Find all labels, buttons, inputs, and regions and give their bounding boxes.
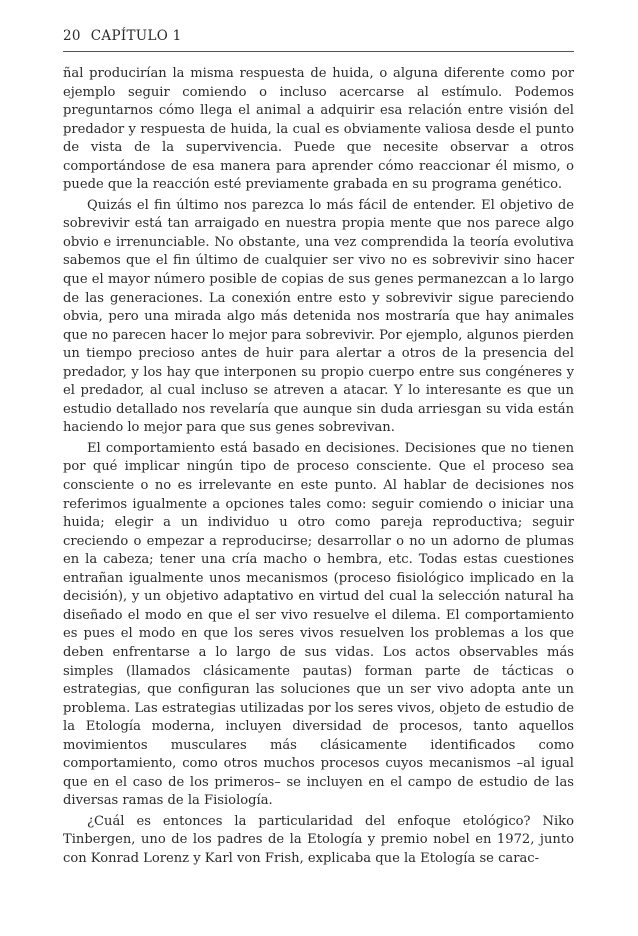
book-page [63, 28, 574, 869]
paragraph-1: ñal producirían la misma respuesta de huida, o alguna diferente como por ejemplo seguir comiendo o incluso acercarse al estímulo. Podemos preguntarnos cómo llega el animal a adquirir esa relación entre visión del predador y respuesta de huida, la cual es obviamente valiosa desde el punto de vista de la supervivencia. Puede que necesite observar a otros comportándose de esa manera para aprender cómo reaccionar él mismo, o puede que la reacción esté previamente grabada en su programa genético. [63, 66, 574, 193]
paragraph-3: El comportamiento está basado en decisiones. Decisiones que no tienen por qué implicar ningún tipo de proceso consciente. Que el proceso sea consciente o no es irrelevante en este punto. Al hablar de decisiones nos referimos igualmente a opciones tales como: seguir comiendo o iniciar una huida; elegir a un individuo u otro como pareja reproductiva; seguir creciendo o empezar a reproducirse; desarrollar o no un adorno de plumas en la cabeza; tener una cría macho o hembra, etc. Todas estas cuestiones entrañan igualmente unos mecanismos (proceso fisiológico implicado en la decisión), y un objetivo adaptativo en virtud del cual la selección natural ha diseñado el modo en que el ser vivo resuelve el dilema. El comportamiento es pues el modo en que los seres vivos resuelven los problemas a los que deben enfrentarse a lo largo de sus vidas. Los actos observables más simples (llamados clásicamente pautas) forman parte de tácticas o estrategias, que configuran las soluciones que un ser vivo adopta ante un problema. Las estrategias utilizadas por los seres vivos, objeto de estudio de la Etología moderna, incluyen diversidad de procesos, tanto aquellos movimientos musculares más clásicamente identificados como comportamiento, como otros muchos procesos cuyos mecanismos –al igual que en el caso de los primeros– se incluyen en el campo de estudio de las diversas ramas de la Fisiología. [63, 440, 574, 809]
running-header [63, 28, 574, 52]
chapter-title: CAPÍTULO 1 [90, 28, 182, 44]
paragraph-4: ¿Cuál es entonces la particularidad del enfoque etológico? Niko Tinbergen, uno de los padres de la Etología y premio nobel en 1972, junto con Konrad Lorenz y Karl von Frish, explicaba que la Etología se carac- [63, 813, 574, 866]
paragraph-2: Quizás el fin último nos parezca lo más fácil de entender. El objetivo de sobrevivir está tan arraigado en nuestra propia mente que nos parece algo obvio e irrenunciable. No obstante, una vez comprendida la teoría evolutiva sabemos que el fin último de cualquier ser vivo no es sobrevivir sino hacer que el mayor número posible de copias de sus genes permanezcan a lo largo de las generaciones. La conexión entre esto y sobrevivir sigue pareciendo obvia, pero una mirada algo más detenida nos mostraría que hay animales que no parecen hacer lo mejor para sobrevivir. Por ejemplo, algunos pierden un tiempo precioso antes de huir para alertar a otros de la presencia del predador, y los hay que interponen su propio cuerpo entre sus congéneres y el predador, al cual incluso se atreven a atacar. Y lo interesante es que un estudio detallado nos revelaría que aunque sin duda arriesgan su vida están haciendo lo mejor para que sus genes sobrevivan. [63, 197, 574, 436]
page-number: 20 [63, 28, 81, 44]
body-text [63, 65, 574, 869]
